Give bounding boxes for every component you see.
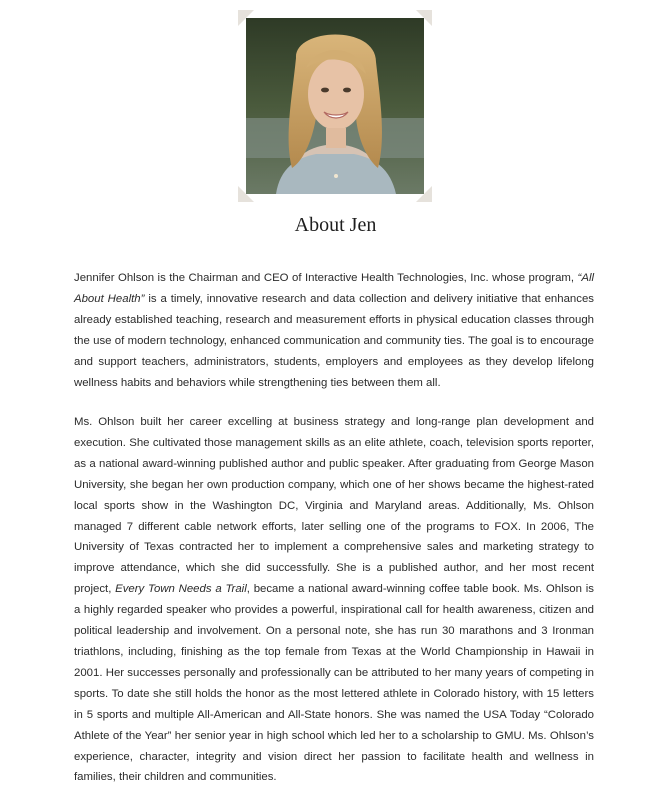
bio-paragraph-1 [74, 268, 594, 393]
book-title: Every Town Needs a Trail [115, 583, 247, 596]
bio-text: Ms. Ohlson built her career excelling at business strategy and long-range plan development and execution. She cultivated those management skills as an elite athlete, coach, television sports reporter, as a national award-winning published author and public speaker. After graduating from George Mason University, she began her own production company, which one of her shows became the highest-rated local sports show in the Washington DC, Virginia and Maryland areas. Additionally, Ms. Ohlson managed 7 different cable network efforts, later selling one of the programs to FOX. In 2006, The University of Texas contracted her to implement a comprehensive sales and marketing strategy to improve attendance, which she did successfully. She is a published author, and her most recent project, [74, 416, 594, 596]
bio-text: Jennifer Ohlson is the Chairman and CEO of Interactive Health Technologies, Inc. whose program, [74, 272, 578, 284]
page-title: About Jen [294, 214, 377, 236]
profile-photo [246, 18, 424, 194]
portrait-image [246, 18, 424, 194]
bio-text: is a timely, innovative research and data collection and delivery initiative that enhances already established teaching, research and measurement efforts in physical education classes through the use of modern technology, enhanced communication and community ties. The goal is to encourage and support teachers, administrators, students, employers and employees as they develop lifelong wellness habits and behaviors while strengthening ties between them all. [74, 292, 594, 389]
program-name: “All About Health” [74, 272, 594, 305]
bio-paragraph-2 [74, 412, 594, 788]
bio-text: , became a national award-winning coffee table book. Ms. Ohlson is a highly regarded speaker who provides a powerful, inspirational call for health awareness, citizen and political leadership and involvement. On a personal note, she has run 30 marathons and 3 Ironman triathlons, including, finishing as the top female from Texas at the World Championship in Hawaii in 2001. Her successes personally and professionally can be attributed to her many years of competing in sports. To date she still holds the honor as the most lettered athlete in Colorado history, with 15 letters in 5 sports and multiple All-American and All-State honors. She was named the USA Today “Colorado Athlete of the Year” her senior year in high school which led her to a scholarship to GMU. Ms. Ohlson’s experience, character, integrity and vision direct her passion to facilitate health and wellness in families, their children and communities. [74, 583, 594, 784]
profile-photo-frame [238, 10, 432, 202]
